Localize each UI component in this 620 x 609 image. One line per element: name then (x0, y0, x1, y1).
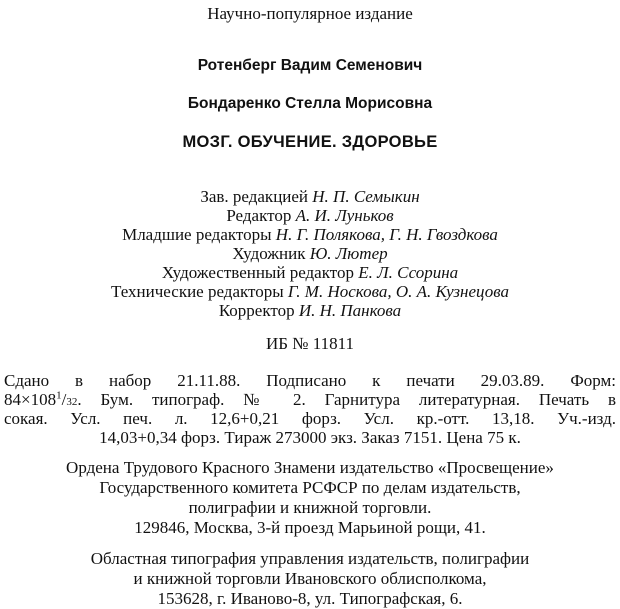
print-details-line: Сдано в набор 21.11.88. Подписано к печати 29.03.89. Форм: (4, 371, 616, 390)
print-details-line: сокая. Усл. печ. л. 12,6+0,21 форз. Усл. кр.-отт. 13,18. Уч.-изд. (4, 409, 616, 428)
print-details (4, 371, 616, 447)
credit-role: Младшие редакторы (122, 225, 272, 244)
credit-line (0, 301, 620, 321)
print-details-line: 14,03+0,34 форз. Тираж 273000 экз. Заказ 7151. Цена 75 к. (99, 428, 521, 447)
credit-line (0, 225, 620, 245)
credit-line (0, 244, 620, 264)
edition-type: Научно-популярное издание (207, 4, 413, 23)
format-size: 84×108 (4, 390, 57, 409)
credit-name: Н. Г. Полякова, Г. Н. Гвоздкова (275, 225, 498, 244)
printer-info (0, 549, 620, 609)
credit-name: И. Н. Панкова (298, 301, 402, 320)
credit-name: Н. П. Семыкин (312, 187, 420, 206)
credit-name: Г. М. Носкова, О. А. Кузнецова (287, 282, 509, 301)
credit-name: А. И. Луньков (295, 206, 394, 225)
print-details-line: $84\times 108^1/32$. Бум. типограф. № 2. Гарнитура литературная. Печать в (4, 390, 616, 409)
credit-role: Редактор (226, 206, 292, 225)
printer-line: Областная типография управления издательств, полиграфии (90, 549, 530, 568)
credit-role: Художник (232, 244, 306, 263)
credit-role: Зав. редакцией (200, 187, 309, 206)
credit-role: Технические редакторы (111, 282, 284, 301)
author-1: Ротенберг Вадим Семенович (197, 57, 423, 74)
printer-line: и книжной торговли Ивановского облисполкома, (133, 569, 487, 588)
book-title: МОЗГ. ОБУЧЕНИЕ. ЗДОРОВЬЕ (182, 133, 438, 151)
credit-line (0, 206, 620, 226)
credit-role: Художественный редактор (161, 263, 354, 282)
credit-line (0, 187, 620, 207)
author-2: Бондаренко Стелла Морисовна (187, 95, 433, 112)
publisher-line: Государственного комитета РСФСР по делам издательств, (99, 478, 521, 497)
publisher-line: 129846, Москва, 3-й проезд Марьиной рощи, 41. (134, 518, 486, 537)
format-fraction-numerator: 1 (56, 390, 62, 402)
credit-role: Корректор (218, 301, 295, 320)
credit-line (0, 263, 620, 283)
publisher-info (0, 458, 620, 538)
print-details-rest: . Бум. типограф. № 2. Гарнитура литературная. Печать в (77, 390, 616, 409)
format-fraction-denominator: 32 (66, 396, 78, 408)
publisher-line: полиграфии и книжной торговли. (188, 498, 432, 517)
ib-number: ИБ № 11811 (266, 334, 354, 353)
publisher-line: Ордена Трудового Красного Знамени издательство «Просвещение» (66, 458, 554, 477)
credit-line (0, 282, 620, 302)
credit-name: Е. Л. Ссорина (358, 263, 459, 282)
credit-name: Ю. Лютер (309, 244, 388, 263)
printer-line: 153628, г. Иваново-8, ул. Типографская, 6. (157, 589, 463, 608)
